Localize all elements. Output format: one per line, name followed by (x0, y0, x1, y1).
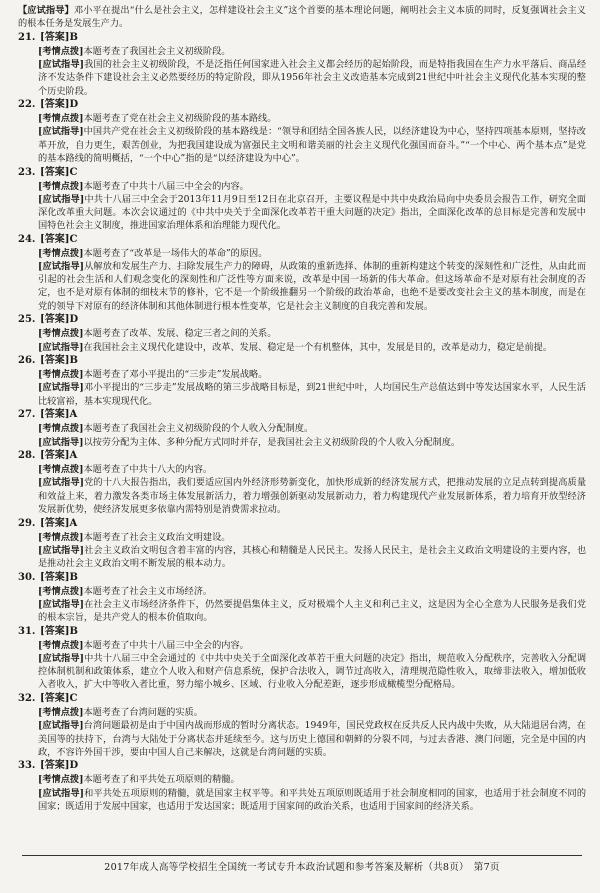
exam-point (18, 247, 586, 260)
question-number: 28. (18, 450, 36, 462)
answer-label: [答案] (40, 31, 70, 43)
guidance-text: 在我国社会主义现代化建设中，改革、发展、稳定是一个有机整体，其中，发展是目的，改革是动力，稳定是前提。 (83, 341, 553, 353)
exam-point-tag: [考情点拨] (38, 328, 84, 340)
exam-point (18, 773, 586, 786)
guidance (18, 58, 586, 98)
answer-value: A (69, 409, 78, 421)
exam-point (18, 180, 586, 193)
exam-point-tag: [考情点拨] (38, 531, 84, 543)
exam-point-text: 本题考查了台湾问题的实质。 (83, 707, 203, 719)
answer-label: [答案] (40, 693, 70, 705)
answer-line (18, 517, 586, 531)
answer-line (18, 449, 586, 463)
guidance-tag: [应试指导] (38, 787, 84, 799)
guidance-tag: [应试指导] (38, 720, 84, 732)
guidance-text: 中共十八届三中全会通过的《中共中央关于全面深化改革若干重大问题的决定》指出，规范收入分配秩序，完善收入分配调控体制机制和政策体系，建立个人收入和财产信息系统，保护合法收入，调节过高收入，清理规范隐性收入，取缔非法收入，增加低收入者收入，扩大中等收入者比重，努力缩小城乡、区域、行业收入分配差距，逐步形成橄榄型分配格局。 (38, 653, 587, 691)
exam-point (18, 463, 586, 476)
guidance-text: 邓小平提出的“三步走”发展战略的第三步战略目标是，到21世纪中叶，人均国民生产总值达到中等发达国家水平，人民生活比较富裕，基本实现现代化。 (38, 382, 586, 407)
answer-value: B (69, 571, 78, 583)
question-number: 23. (18, 166, 36, 178)
guidance-tag: [应试指导] (38, 59, 84, 71)
guidance-text: 我国的社会主义初级阶段，不是泛指任何国家进入社会主义都会经历的起始阶段，而是特指我国在生产力水平落后、商品经济不发达条件下建设社会主义必然要经历的特定阶段，即从1956年社会主义改造基本完成到21世纪中叶社会主义现代化基本实现的整个历史阶段。 (38, 59, 587, 97)
guidance-tag: [应试指导] (38, 544, 84, 556)
question-block (18, 692, 586, 759)
exam-point-text: 本题考查了我国社会主义初级阶段。 (83, 45, 231, 57)
guidance (18, 125, 586, 165)
answer-label: [答案] (40, 450, 70, 462)
question-number: 32. (18, 693, 36, 705)
question-block (18, 517, 586, 571)
exam-point-tag: [考情点拨] (38, 639, 84, 651)
answer-line (18, 759, 586, 773)
question-block (18, 31, 586, 98)
exam-point-text: 本题考查了中共十八届三中全会的内容。 (83, 180, 249, 192)
question-number: 33. (18, 760, 36, 772)
guidance-tag: [应试指导] (38, 477, 84, 489)
guidance (18, 598, 586, 624)
guidance-tag: [应试指导] (38, 193, 85, 205)
answer-value: D (69, 99, 79, 111)
exam-point-text: 本题考查了我国社会主义初级阶段的个人收入分配制度。 (83, 423, 314, 435)
guidance-text: 中共十八届三中全会于2013年11月9日至12日在北京召开，主要议程是中共中央政治局向中央委员会报告工作，研究全面深化改革重大问题。本次会议通过的《中共中央关于全面深化改革若干重大问题的决定》指出，全面深化改革的总目标是完善和发展中国特色社会主义制度，推进国家治理体系和治理能力现代化。 (38, 193, 586, 232)
answer-line (18, 625, 586, 639)
exam-point (18, 531, 586, 544)
guidance (18, 544, 586, 570)
guidance (18, 381, 586, 407)
page-footer: 2017年成人高等学校招生全国统一考试专升本政治试题和参考答案及解析（共8页） 第7页 (22, 855, 582, 873)
exam-point-text: 本题考查了“改革是一场伟大的革命”的原因。 (83, 247, 268, 259)
answer-line (18, 354, 586, 368)
answer-line (18, 571, 586, 585)
exam-point-tag: [考情点拨] (38, 113, 84, 125)
answer-label: [答案] (40, 625, 70, 637)
exam-point-text: 本题考查了党在社会主义初级阶段的基本路线。 (83, 113, 277, 125)
answer-line (18, 166, 586, 180)
exam-point (18, 639, 586, 652)
exam-point-text: 本题考查了改革、发展、稳定三者之间的关系。 (83, 328, 277, 340)
intro-text: 邓小平在提出“什么是社会主义，怎样建设社会主义”这个首要的基本理论问题，阐明社会主义本质的同时，反复强调社会主义的根本任务是发展生产力。 (18, 5, 586, 30)
question-block (18, 408, 586, 448)
question-number: 29. (18, 517, 36, 529)
question-block (18, 625, 586, 692)
answer-line (18, 233, 586, 247)
exam-point (18, 422, 586, 435)
answer-value: C (69, 166, 78, 178)
answer-label: [答案] (40, 166, 70, 178)
exam-point-text: 本题考查了邓小平提出的“三步走”发展战略。 (83, 369, 268, 381)
question-number: 22. (18, 99, 36, 111)
question-number: 21. (18, 31, 36, 43)
answer-line (18, 98, 586, 112)
question-number: 31. (18, 625, 36, 637)
question-number: 25. (18, 314, 36, 326)
guidance-text: 社会主义政治文明包含着丰富的内容，其核心和精髓是人民民主。发扬人民民主，是社会主义政治文明建设的主要内容，也是推动社会主义政治文明不断发展的根本动力。 (38, 544, 587, 569)
exam-point (18, 112, 586, 125)
question-block (18, 166, 586, 233)
guidance-tag: [应试指导] (38, 436, 84, 448)
question-block (18, 98, 586, 165)
exam-point (18, 585, 586, 598)
intro-tag: 【应试指导】 (18, 5, 74, 16)
question-number: 26. (18, 355, 36, 367)
answer-line (18, 313, 586, 327)
answer-label: [答案] (40, 314, 70, 326)
question-block (18, 354, 586, 408)
intro-paragraph (18, 4, 586, 30)
exam-point-tag: [考情点拨] (38, 585, 84, 597)
answer-label: [答案] (40, 233, 70, 245)
exam-point-text: 本题考查了社会主义市场经济。 (83, 585, 213, 597)
answer-value: D (69, 760, 79, 772)
question-number: 24. (18, 233, 36, 245)
exam-point (18, 706, 586, 719)
answer-value: C (69, 233, 78, 245)
guidance (18, 719, 586, 759)
exam-point (18, 45, 586, 58)
exam-point-text: 本题考查了中共十八大的内容。 (83, 464, 213, 476)
exam-point-tag: [考情点拨] (38, 180, 84, 192)
exam-point (18, 368, 586, 381)
answer-line (18, 31, 586, 45)
answer-value: A (69, 517, 78, 529)
answer-label: [答案] (40, 99, 70, 111)
guidance (18, 476, 586, 516)
guidance-tag: [应试指导] (38, 261, 84, 273)
question-block (18, 233, 586, 313)
question-block (18, 313, 586, 353)
guidance (18, 652, 586, 692)
answer-line (18, 408, 586, 422)
guidance (18, 341, 586, 354)
guidance-text: 中国共产党在社会主义初级阶段的基本路线是：“领导和团结全国各族人民，以经济建设为中心，坚持四项基本原则，坚持改革开放，自力更生，艰苦创业，为把我国建设成为富强民主文明和谐美丽的社会主义现代化强国而奋斗。”“一个中心、两个基本点”是党的基本路线的简明概括，“一个中心”指的是“以经济建设为中心”。 (38, 126, 586, 164)
answer-value: B (69, 355, 78, 367)
answer-line (18, 692, 586, 706)
guidance-text: 党的十八大报告指出，我们要适应国内外经济形势新变化，加快形成新的经济发展方式，把推动发展的立足点转到提高质量和效益上来，着力激发各类市场主体发展新活力，着力增强创新驱动发展新动力，着力构建现代产业发展新体系，着力培育开放型经济发展新优势，使经济发展更多依靠内需特别是消费需求拉动。 (38, 477, 587, 515)
answer-value: C (69, 693, 78, 705)
guidance-text: 台湾问题最初是由于中国内战而形成的暂时分离状态。1949年，国民党政权在反共反人民内战中失败，从大陆退居台湾，在美国等的扶持下，台湾与大陆处于分离状态并延续至今。这与历史上德国和朝鲜的分裂不同，与过去香港、澳门问题，完全是中国的内政，不容许外国干涉，要由中国人自己来解决，这就是台湾问题的实质。 (38, 720, 586, 758)
question-block (18, 449, 586, 516)
answer-label: [答案] (40, 760, 70, 772)
guidance-tag: [应试指导] (38, 126, 84, 138)
answer-label: [答案] (40, 355, 70, 367)
exam-point-tag: [考情点拨] (38, 369, 84, 381)
guidance-text: 从解放和发展生产力、扫除发展生产力的障碍，从政策的重新选择、体制的重新构建这个转变的深刻性和广泛性，从由此而引起的社会生活和人们观念变化的深刻性和广泛性等方面来说，改革是中国一场新的伟大革命。但这场革命不是对原有社会制度的否定，也不是对原有体制的细枝末节的修补，它不是一个阶级推翻另一个阶级的政治革命，也绝不是要改变社会主义的基本制度，而是在党的领导下对原有的经济体制和其他体制进行根本性变革，它是社会主义制度的自我完善和发展。 (38, 261, 587, 312)
answer-value: D (69, 314, 79, 326)
guidance (18, 436, 586, 449)
answer-label: [答案] (40, 409, 70, 421)
guidance (18, 787, 586, 813)
exam-point-text: 本题考查了和平共处五项原则的精髓。 (83, 774, 240, 786)
answer-value: B (69, 625, 78, 637)
answer-label: [答案] (40, 517, 70, 529)
question-list (18, 31, 586, 813)
answer-value: B (69, 31, 78, 43)
guidance (18, 260, 586, 313)
guidance-text: 在社会主义市场经济条件下，仍然要提倡集体主义，反对极端个人主义和利己主义，这是因为全心全意为人民服务是我们党的根本宗旨，是共产党人的根本价值取向。 (38, 598, 587, 624)
guidance-text: 以按劳分配为主体、多种分配方式同时并存，是我国社会主义初级阶段的个人收入分配制度。 (83, 436, 461, 448)
exam-point-tag: [考情点拨] (38, 423, 84, 435)
guidance-tag: [应试指导] (38, 382, 84, 394)
exam-point-tag: [考情点拨] (38, 464, 84, 476)
exam-point-text: 本题考查了中共十八届三中全会的内容。 (83, 639, 249, 651)
answer-value: A (69, 450, 78, 462)
question-number: 27. (18, 409, 36, 421)
question-block (18, 759, 586, 813)
exam-point-tag: [考情点拨] (38, 774, 84, 786)
exam-point-text: 本题考查了社会主义政治文明建设。 (83, 531, 231, 543)
guidance (18, 193, 586, 233)
exam-point (18, 327, 586, 340)
exam-point-tag: [考情点拨] (38, 707, 84, 719)
question-number: 30. (18, 571, 36, 583)
guidance-tag: [应试指导] (38, 653, 84, 665)
guidance-tag: [应试指导] (38, 598, 84, 610)
question-block (18, 571, 586, 625)
guidance-text: 和平共处五项原则的精髓，就是国家主权平等。和平共处五项原则既适用于社会制度相同的国家，也适用于社会制度不同的国家；既适用于发展中国家，也适用于发达国家；既适用于国家间的政治关系，也适用于国家间的经济关系。 (38, 787, 587, 812)
guidance-tag: [应试指导] (38, 341, 84, 353)
exam-point-tag: [考情点拨] (38, 247, 84, 259)
answer-label: [答案] (40, 571, 70, 583)
exam-point-tag: [考情点拨] (38, 45, 84, 57)
